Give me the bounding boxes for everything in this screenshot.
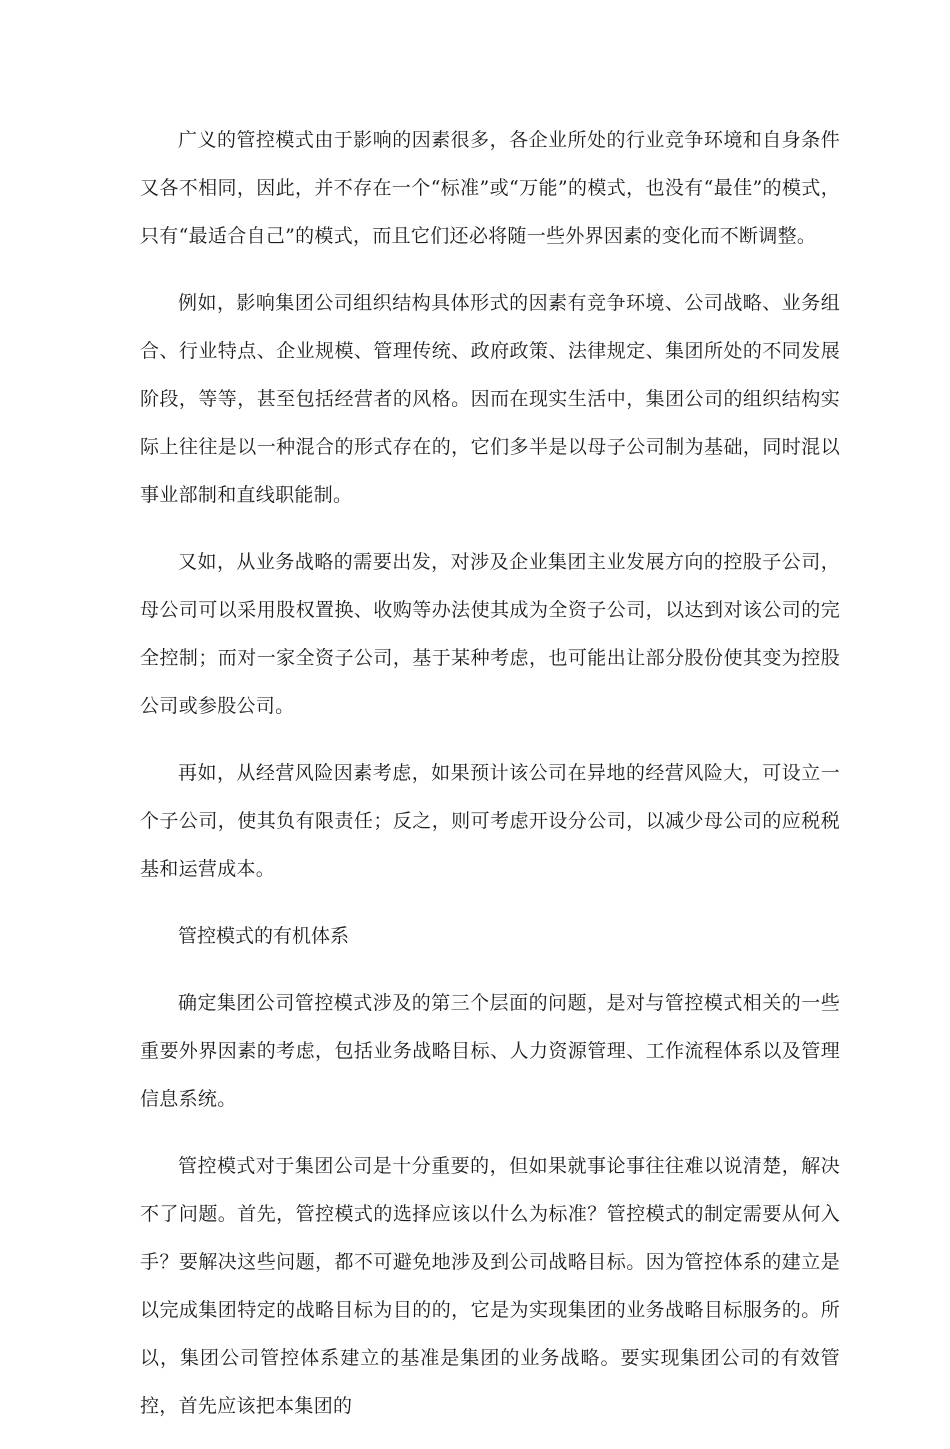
paragraph: 确定集团公司管控模式涉及的第三个层面的问题，是对与管控模式相关的一些重要外界因素的考虑，包括业务战略目标、人力资源管理、工作流程体系以及管理信息系统。 [140,992,840,1110]
paragraph: 又如，从业务战略的需要出发，对涉及企业集团主业发展方向的控股子公司，母公司可以采用股权置换、收购等办法使其成为全资子公司，以达到对该公司的完全控制；而对一家全资子公司，基于某种考虑，也可能出让部分股份使其变为控股公司或参股公司。 [140,551,840,717]
paragraph: 广义的管控模式由于影响的因素很多，各企业所处的行业竞争环境和自身条件又各不相同，因此，并不存在一个“标准”或“万能”的模式，也没有“最佳”的模式，只有“最适合自己”的模式，而且它们还必将随一些外界因素的变化而不断调整。 [140,129,840,247]
paragraph: 管控模式对于集团公司是十分重要的，但如果就事论事往往难以说清楚，解决不了问题。首先，管控模式的选择应该以什么为标准？管控模式的制定需要从何入手？要解决这些问题，都不可避免地涉及到公司战略目标。因为管控体系的建立是以完成集团特定的战略目标为目的的，它是为实现集团的业务战略目标服务的。所以，集团公司管控体系建立的基准是集团的业务战略。要实现集团公司的有效管控，首先应该把本集团的 [140,1155,840,1417]
paragraph: 再如，从经营风险因素考虑，如果预计该公司在异地的经营风险大，可设立一个子公司，使其负有限责任；反之，则可考虑开设分公司，以减少母公司的应税税基和运营成本。 [140,762,840,880]
document-body [140,116,840,1449]
paragraph: 例如，影响集团公司组织结构具体形式的因素有竞争环境、公司战略、业务组合、行业特点、企业规模、管理传统、政府政策、法律规定、集团所处的不同发展阶段，等等，甚至包括经营者的风格。因而在现实生活中，集团公司的组织结构实际上往往是以一种混合的形式存在的，它们多半是以母子公司制为基础，同时混以事业部制和直线职能制。 [140,292,840,506]
section-heading: 管控模式的有机体系 [178,925,350,947]
